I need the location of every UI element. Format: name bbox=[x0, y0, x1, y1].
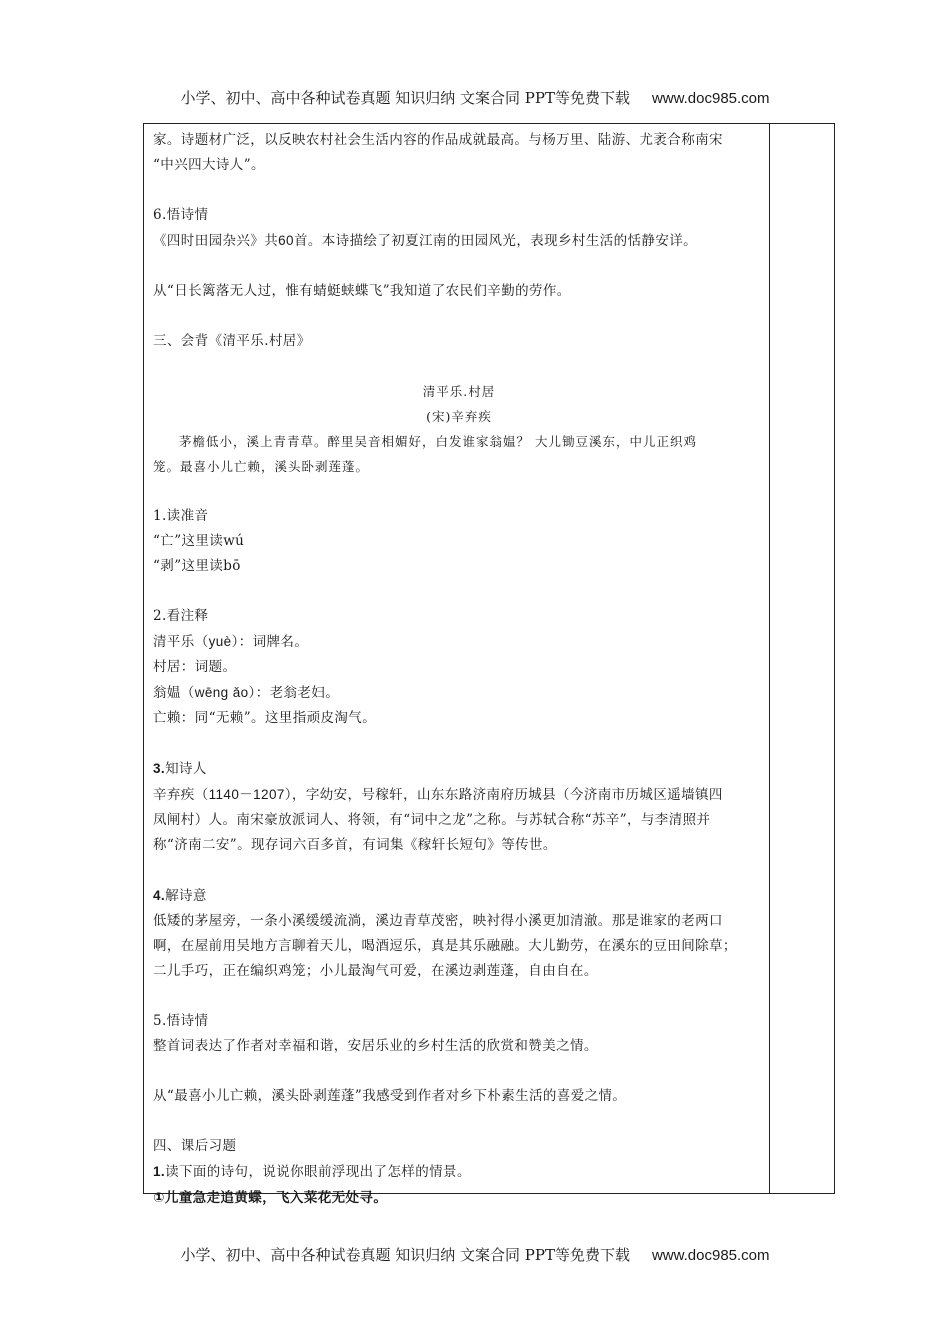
footer-text: 小学、初中、高中各种试卷真题 知识归纳 文案合同 PPT等免费下载 bbox=[180, 1246, 630, 1264]
page-header bbox=[0, 87, 950, 108]
part-heading: 四、课后习题 bbox=[153, 1138, 237, 1154]
page-footer bbox=[0, 1244, 950, 1265]
column-divider bbox=[769, 124, 770, 1193]
section-text: 凤闸村）人。南宋豪放派词人、将领，有“词中之龙”之称。与苏轼合称“苏辛”，与李清照并 bbox=[153, 812, 711, 828]
section-text: 辛弃疾（1140－1207），字幼安，号稼轩，山东东路济南府历城县（今济南市历城区遥墙镇四 bbox=[153, 787, 723, 803]
section-text: 称“济南二安”。现存词六百多首，有词集《稼轩长短句》等传世。 bbox=[153, 837, 557, 853]
poem-body: 笼。最喜小儿亡赖，溪头卧剥莲蓬。 bbox=[153, 459, 370, 474]
lesson-content bbox=[153, 128, 765, 1210]
poem-title: 清平乐.村居 bbox=[422, 384, 496, 399]
section-text: 村居：词题。 bbox=[153, 659, 237, 675]
section-text: 《四时田园杂兴》共60首。本诗描绘了初夏江南的田园风光，表现乡村生活的恬静安详。 bbox=[153, 233, 698, 249]
section-text: 低矮的茅屋旁，一条小溪缓缓流淌，溪边青草茂密，映衬得小溪更加清澈。那是谁家的老两口 bbox=[153, 913, 723, 929]
header-url[interactable]: www.doc985.com bbox=[651, 90, 770, 107]
question-item: ①儿童急走追黄蝶，飞入菜花无处寻。 bbox=[153, 1190, 388, 1205]
section-text: 整首词表达了作者对幸福和谐，安居乐业的乡村生活的欣赏和赞美之情。 bbox=[153, 1038, 598, 1054]
poem-author: (宋)辛弃疾 bbox=[426, 409, 492, 424]
section-heading: 4.解诗意 bbox=[153, 888, 207, 904]
footer-url[interactable]: www.doc985.com bbox=[651, 1247, 770, 1264]
section-text: “亡”这里读wú bbox=[153, 533, 245, 549]
question: 1.读下面的诗句，说说你眼前浮现出了怎样的情景。 bbox=[153, 1164, 471, 1180]
section-heading: 3.知诗人 bbox=[153, 761, 207, 777]
section-heading: 1.读准音 bbox=[153, 508, 209, 524]
section-heading: 6.悟诗情 bbox=[153, 207, 209, 223]
lesson-table bbox=[143, 123, 835, 1205]
poem-body: 茅檐低小，溪上青青草。醉里吴音相媚好，白发谁家翁媪？ 大儿锄豆溪东，中儿正织鸡 bbox=[179, 434, 697, 449]
section-heading: 5.悟诗情 bbox=[153, 1013, 209, 1029]
section-heading: 2.看注释 bbox=[153, 608, 209, 624]
section-text: 亡赖：同“无赖”。这里指顽皮淘气。 bbox=[153, 710, 377, 726]
section-text: 从“日长篱落无人过，惟有蜻蜓蛱蝶飞”我知道了农民们辛勤的劳作。 bbox=[153, 283, 571, 299]
section-text: 翁媪（wēng ǎo）：老翁老妇。 bbox=[153, 685, 340, 701]
intro-line: 家。诗题材广泛，以反映农村社会生活内容的作品成就最高。与杨万里、陆游、尤袤合称南宋 bbox=[153, 132, 723, 148]
header-text: 小学、初中、高中各种试卷真题 知识归纳 文案合同 PPT等免费下载 bbox=[180, 89, 630, 107]
section-text: 从“最喜小儿亡赖，溪头卧剥莲蓬”我感受到作者对乡下朴素生活的喜爱之情。 bbox=[153, 1088, 627, 1104]
part-heading: 三、会背《清平乐.村居》 bbox=[153, 333, 311, 349]
section-text: “剥”这里读bō bbox=[153, 558, 241, 574]
section-text: 清平乐（yuè）：词牌名。 bbox=[153, 634, 309, 650]
section-text: 啊，在屋前用吴地方言聊着天儿，喝酒逗乐，真是其乐融融。大儿勤劳，在溪东的豆田间除草； bbox=[153, 938, 737, 954]
section-text: 二儿手巧，正在编织鸡笼；小儿最淘气可爱，在溪边剥莲蓬，自由自在。 bbox=[153, 963, 598, 979]
intro-line: “中兴四大诗人”。 bbox=[153, 157, 265, 173]
